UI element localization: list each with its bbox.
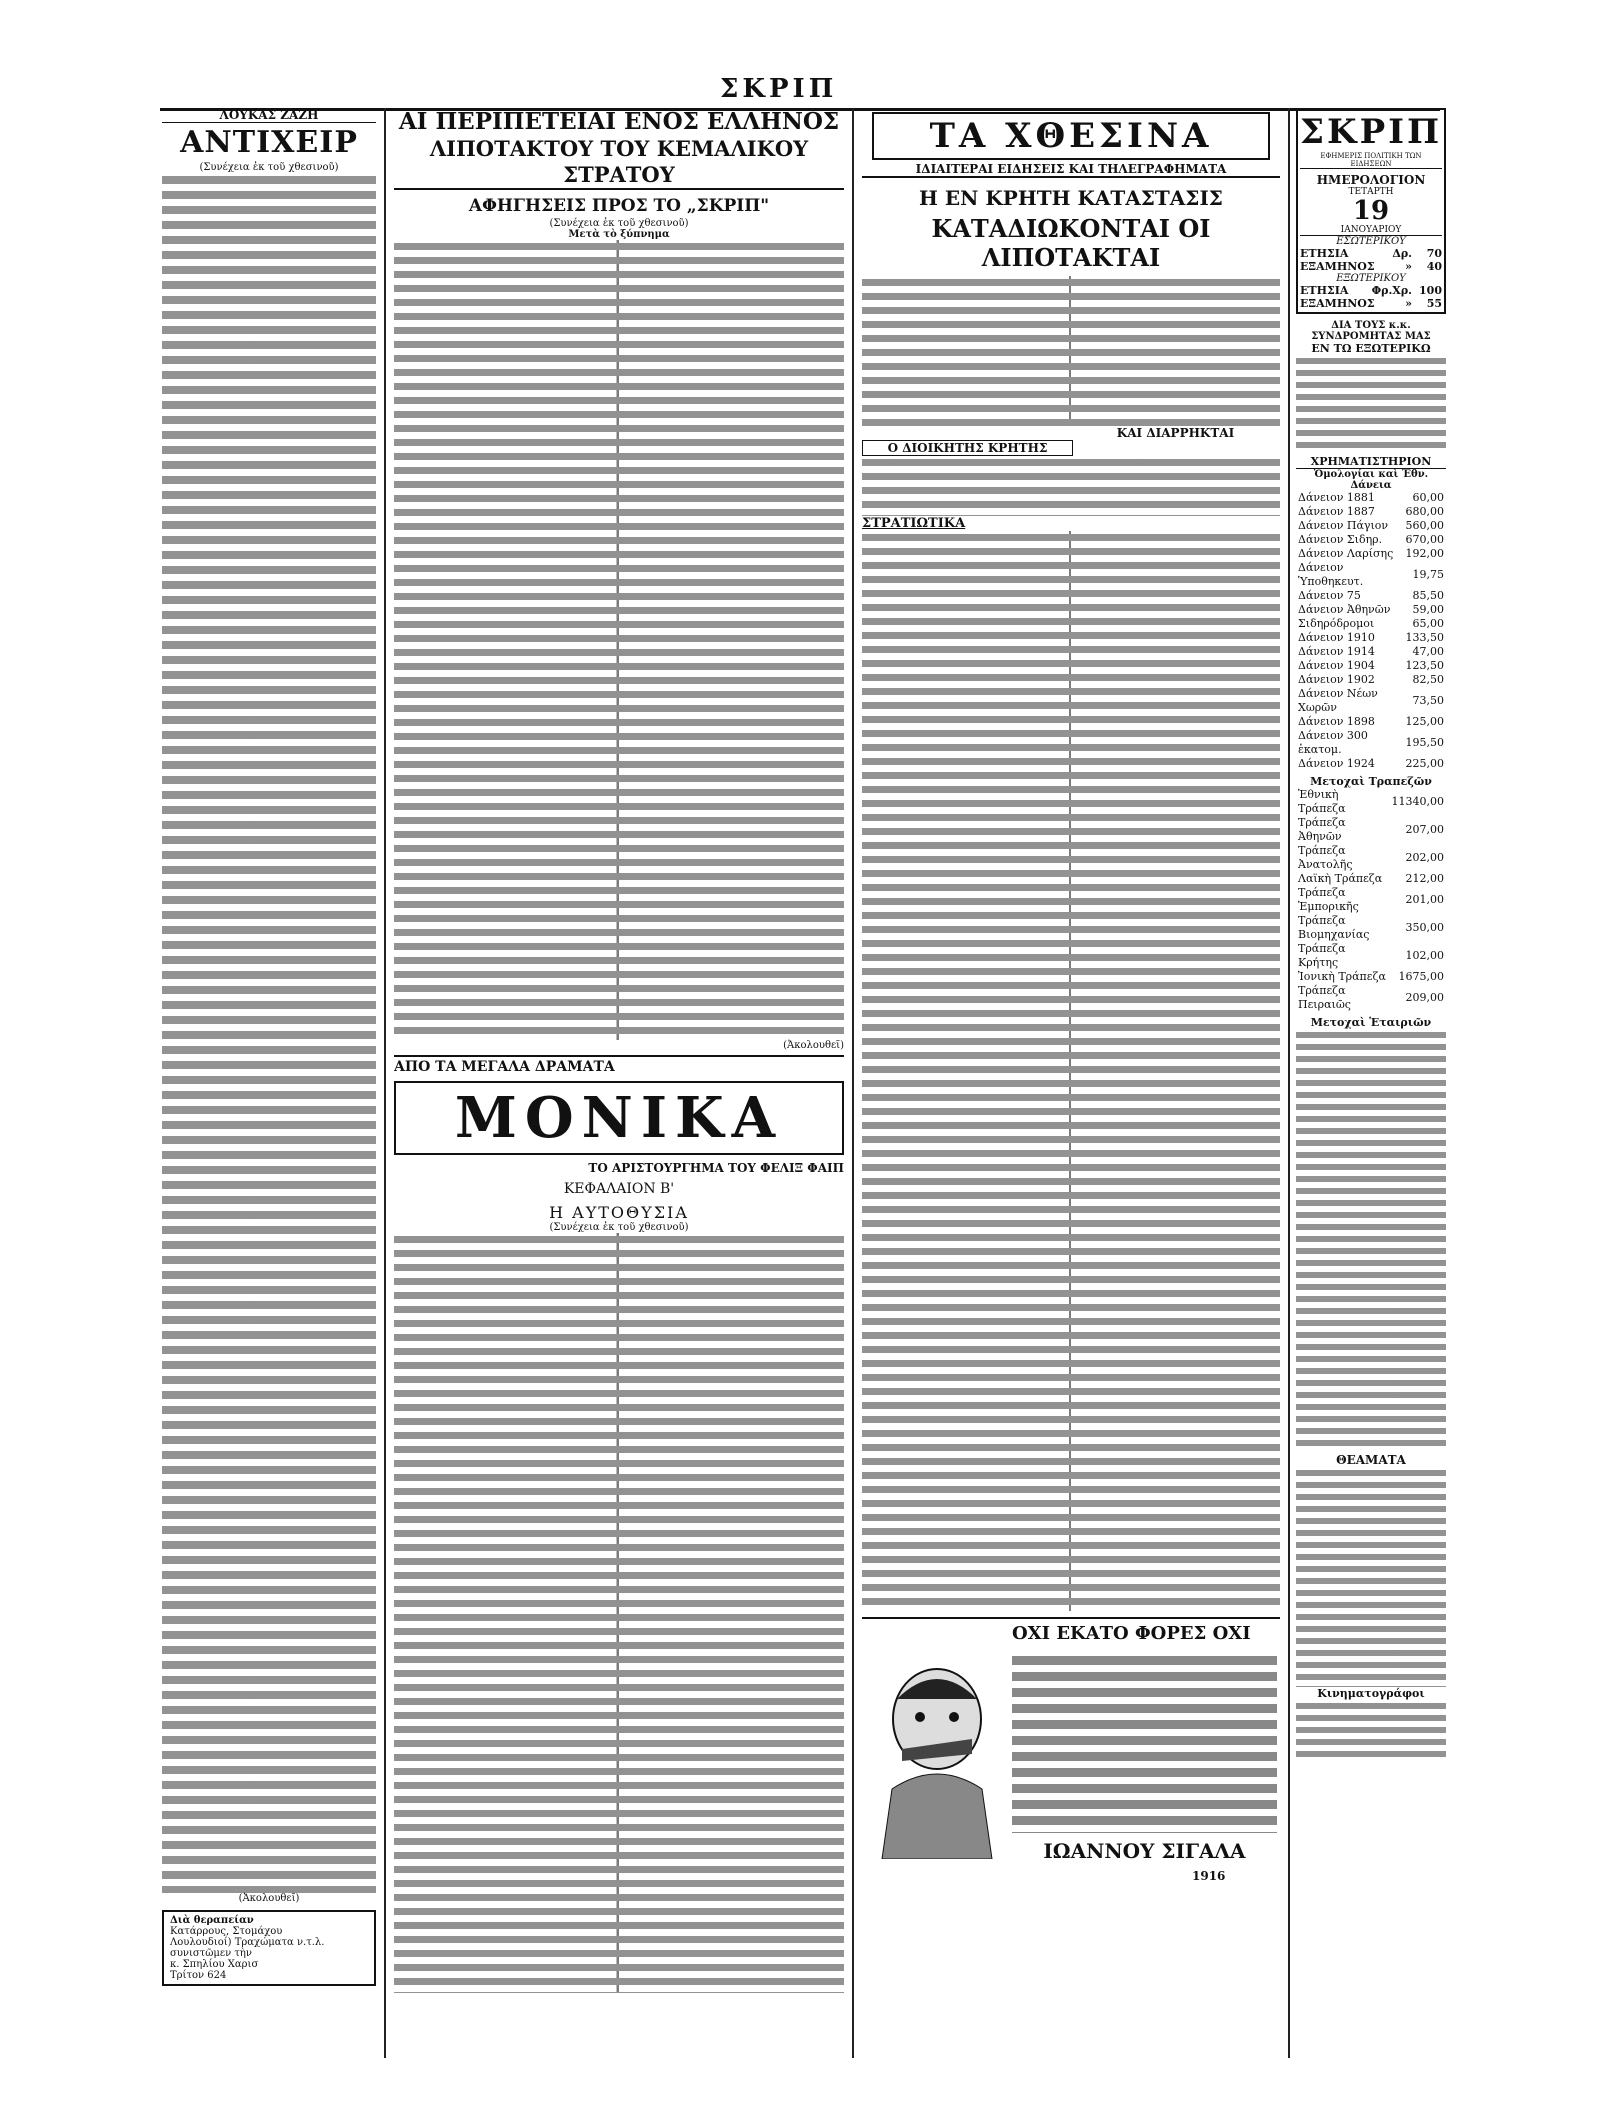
subs-row [1300,297,1442,310]
rate-row [1296,715,1446,729]
rate-row [1296,589,1446,603]
rate-row [1296,505,1446,519]
boy-illustration-icon [872,1659,1002,1859]
rate-row [1296,659,1446,673]
rate-row [1296,914,1446,942]
loans-table [1296,491,1446,771]
column-serial [162,108,376,1986]
subs-label: ΕΞΑΜΗΝΟΣ [1300,297,1375,310]
masthead-title: ΣΚΡΙΠ [720,74,838,104]
rate-name: Δάνειον 1904 [1298,659,1375,672]
column-rule [852,108,854,2058]
cinema-list [1296,1700,1446,1760]
rate-row [1296,970,1446,984]
ad-line: συνιστῶμεν τὴν [170,1948,252,1959]
subs-label: ΕΤΗΣΙΑ [1300,247,1349,260]
tonic-ad-brand: ΙΩΑΝΝΟΥ ΣΙΓΑΛΑ [1043,1839,1246,1863]
serial-signoff: (Ἀκολουθεῖ) [238,1893,300,1904]
subs-exterior: ΕΞΩΤΕΡΙΚΟΥ [1336,273,1406,284]
rate-value: 65,00 [1412,617,1444,630]
ad-line: Διὰ θεραπείαν [170,1915,254,1926]
story-title-2: ΛΙΠΟΤΑΚΤΟΥ ΤΟΥ ΚΕΜΑΛΙΚΟΥ ΣΤΡΑΤΟΥ [394,136,844,190]
drama-subtitle: ΤΟ ΑΡΙΣΤΟΥΡΓΗΜΑ ΤΟΥ ΦΕΛΙΞ ΦΑΙΠ [588,1161,844,1175]
ad-line: Τρίτον 624 [170,1970,227,1981]
calendar-day: 19 [1352,196,1390,226]
news-strap: ΙΔΙΑΙΤΕΡΑΙ ΕΙΔΗΣΕΙΣ ΚΑΙ ΤΗΛΕΓΡΑΦΗΜΑΤΑ [862,162,1280,178]
rate-row [1296,519,1446,533]
rate-row [1296,816,1446,844]
drama-body [394,1233,844,1993]
rate-row [1296,687,1446,715]
column-rule [1288,108,1290,2058]
cinema-heading: Κινηματογράφοι [1317,1687,1425,1700]
news-military: ΣΤΡΑΤΙΩΤΙΚΑ [862,516,966,531]
rate-row [1296,886,1446,914]
rate-value: 125,00 [1405,715,1444,728]
rate-name: Τράπεζα Πειραιῶς [1298,984,1351,1011]
rate-value: 680,00 [1405,505,1444,518]
drama-continued: (Συνέχεια ἐκ τοῦ χθεσινοῦ) [549,1222,689,1233]
rate-value: 47,00 [1412,645,1444,658]
rate-row [1296,645,1446,659]
rate-value: 73,50 [1412,694,1444,707]
rate-row [1296,547,1446,561]
rate-row [1296,617,1446,631]
rate-name: Λαϊκὴ Τράπεζα [1298,872,1383,885]
column-story [394,108,844,1993]
serial-author: ΛΟΥΚΑΣ ΖΑΖΗ [162,108,376,123]
rate-value: 350,00 [1405,921,1444,934]
rate-name: Ἐθνικὴ Τράπεζα [1298,788,1346,815]
story-title-1: ΑΙ ΠΕΡΙΠΕΤΕΙΑΙ ΕΝΟΣ ΕΛΛΗΝΟΣ [398,108,840,135]
rate-name: Δάνειον 300 ἑκατομ. [1298,729,1368,756]
rate-name: Δάνειον 75 [1298,589,1361,602]
rate-row [1296,561,1446,589]
rate-row [1296,533,1446,547]
notice-title-1: ΔΙΑ ΤΟΥΣ κ.κ. ΣΥΝΔΡΟΜΗΤΑΣ ΜΑΣ [1311,320,1431,342]
subs-value: 40 [1426,260,1442,273]
news-head-crete: Η ΕΝ ΚΡΗΤΗ ΚΑΤΑΣΤΑΣΙΣ [919,186,1223,210]
column-rule [384,108,386,2058]
rate-row [1296,788,1446,816]
rate-name: Δάνειον 1910 [1298,631,1375,644]
banks-table [1296,788,1446,1012]
pharmacy-ad [162,1910,376,1986]
rate-name: Δάνειον Πάγιον [1298,519,1389,532]
drama-title: ΜΟΝΙΚΑ [394,1081,844,1155]
subs-row [1300,247,1442,260]
rate-name: Δάνειον 1914 [1298,645,1375,658]
subs-value: 55 [1426,297,1442,310]
ad-line: Λουλουδιοί) Τραχώματα ν.τ.λ. [170,1937,325,1948]
column-news [862,108,1280,1899]
subs-label: ΕΞΑΜΗΝΟΣ [1300,260,1375,273]
rate-name: Δάνειον Λαρίσης [1298,547,1394,560]
subs-unit: Φρ.Χρ. [1371,284,1412,297]
rate-row [1296,844,1446,872]
loans-heading: Ὁμολογίαι καὶ Ἐθν. Δάνεια [1313,469,1429,491]
rate-row [1296,673,1446,687]
rate-value: 201,00 [1405,893,1444,906]
story-continued: (Συνέχεια ἐκ τοῦ χθεσινοῦ) [549,218,689,229]
rate-name: Τράπεζα Ἐμπορικῆς [1298,886,1359,913]
tonic-ad-title: ΟΧΙ ΕΚΑΤΟ ΦΟΡΕΣ ΟΧΙ [1012,1623,1251,1644]
rate-name: Σιδηρόδρομοι [1298,617,1375,630]
subs-interior: ΕΣΩΤΕΡΙΚΟΥ [1336,236,1406,247]
news-body-3 [862,531,1280,1611]
rate-name: Δάνειον Ὑποθηκευτ. [1298,561,1364,588]
ad-line: Κατάρρους, Στομάχου [170,1926,283,1937]
theatres-list [1296,1467,1446,1687]
rate-value: 60,00 [1412,491,1444,504]
subs-row [1300,284,1442,297]
drama-section [394,1055,844,1993]
drama-heading: ΑΠΟ ΤΑ ΜΕΓΑΛΑ ΔΡΑΜΑΤΑ [394,1059,615,1075]
rate-name: Ἰονικὴ Τράπεζα [1298,970,1386,983]
story-subtitle: ΑΦΗΓΗΣΕΙΣ ΠΡΟΣ ΤΟ „ΣΚΡΙΠ" [468,196,770,216]
info-title: ΣΚΡΙΠ [1300,112,1443,152]
calendar-month: ΙΑΝΟΥΑΡΙΟΥ [1300,225,1442,236]
tonic-ad-text [1012,1653,1277,1833]
story-section: Μετὰ τὸ ξύπνημα [568,229,670,240]
notice-title-2: ΕΝ ΤΩ ΕΞΩΤΕΡΙΚΩ [1311,342,1431,355]
rate-name: Δάνειον Ἀθηνῶν [1298,603,1391,616]
rate-row [1296,872,1446,886]
subs-unit: Δρ. [1392,247,1412,260]
drama-chapter: ΚΕΦΑΛΑΙΟΝ Β' [563,1181,675,1197]
news-body-1 [862,276,1280,426]
rate-row [1296,984,1446,1012]
rate-value: 85,50 [1412,589,1444,602]
news-title: ΤΑ ΧΘΕΣΙΝΑ [872,112,1270,160]
info-strap: ΕΦΗΜΕΡΙΣ ΠΟΛΙΤΙΚΗ ΤΩΝ ΕΙΔΗΣΕΩΝ [1300,152,1442,169]
column-info [1296,108,1446,1760]
industrial-list [1296,1029,1446,1449]
rate-row [1296,631,1446,645]
rate-value: 59,00 [1412,603,1444,616]
rate-name: Τράπεζα Βιομηχανίας [1298,914,1370,941]
subs-value: 70 [1426,247,1442,260]
rate-row [1296,491,1446,505]
rate-name: Τράπεζα Ἀνατολῆς [1298,844,1353,871]
story-signoff: (Ἀκολουθεῖ) [783,1040,844,1051]
rate-name: Δάνειον Νέων Χωρῶν [1298,687,1378,714]
news-sub-governor: Ο ΔΙΟΙΚΗΤΗΣ ΚΡΗΤΗΣ [862,440,1073,456]
subs-unit: » [1405,260,1412,273]
rate-value: 207,00 [1405,823,1444,836]
rate-value: 133,50 [1405,631,1444,644]
story-body [394,240,844,1040]
rate-name: Δάνειον Σιδηρ. [1298,533,1383,546]
info-box [1296,108,1446,314]
banks-heading: Μετοχαὶ Τραπεζῶν [1310,775,1432,788]
rate-value: 19,75 [1412,568,1444,581]
rate-value: 212,00 [1405,872,1444,885]
notice-body [1296,355,1446,451]
drama-chapter-title: Η ΑΥΤΟΘΥΣΙΑ [549,1203,689,1222]
rate-value: 82,50 [1412,673,1444,686]
ad-line: κ. Σπηλίου Χαρισ [170,1959,259,1970]
rate-value: 123,50 [1405,659,1444,672]
rate-value: 1675,00 [1398,970,1444,983]
calendar-weekday: ΤΕΤΑΡΤΗ [1348,187,1394,197]
news-sub-burglars: ΚΑΙ ΔΙΑΡΡΗΚΤΑΙ [1116,426,1235,440]
rate-row [1296,603,1446,617]
rate-name: Δάνειον 1881 [1298,491,1375,504]
serial-title: ΑΝΤΙΧΕΙΡ [180,125,358,160]
rate-value: 102,00 [1405,949,1444,962]
rate-value: 560,00 [1405,519,1444,532]
news-head-deserters: ΚΑΤΑΔΙΩΚΟΝΤΑΙ ΟΙ ΛΙΠΟΤΑΚΤΑΙ [931,214,1211,272]
rate-row [1296,757,1446,771]
rate-value: 209,00 [1405,991,1444,1004]
rate-name: Δάνειον 1898 [1298,715,1375,728]
rate-value: 225,00 [1405,757,1444,770]
theatres-heading: ΘΕΑΜΑΤΑ [1336,1453,1406,1467]
rate-name: Δάνειον 1887 [1298,505,1375,518]
calendar-label: ΗΜΕΡΟΛΟΓΙΟΝ [1316,173,1426,187]
rate-name: Τράπεζα Ἀθηνῶν [1298,816,1346,843]
rate-value: 202,00 [1405,851,1444,864]
subs-row [1300,260,1442,273]
rate-row [1296,729,1446,757]
bourse-title: ΧΡΗΜΑΤΙΣΤΗΡΙΟΝ [1296,455,1446,469]
rate-name: Δάνειον 1924 [1298,757,1375,770]
rate-row [1296,942,1446,970]
tonic-ad-year: 1916 [1192,1869,1226,1883]
rate-value: 670,00 [1405,533,1444,546]
rate-value: 192,00 [1405,547,1444,560]
subs-value: 100 [1419,284,1442,297]
subs-label: ΕΤΗΣΙΑ [1300,284,1349,297]
serial-body [162,173,376,1893]
news-body-2 [862,456,1280,516]
rate-name: Τράπεζα Κρήτης [1298,942,1346,969]
rate-value: 195,50 [1405,736,1444,749]
serial-continued: (Συνέχεια ἐκ τοῦ χθεσινοῦ) [199,162,339,173]
rate-name: Δάνειον 1902 [1298,673,1375,686]
tonic-ad [862,1617,1280,1899]
subs-unit: » [1405,297,1412,310]
rate-value: 11340,00 [1391,795,1444,808]
industrial-heading: Μετοχαὶ Ἑταιριῶν [1310,1016,1432,1029]
